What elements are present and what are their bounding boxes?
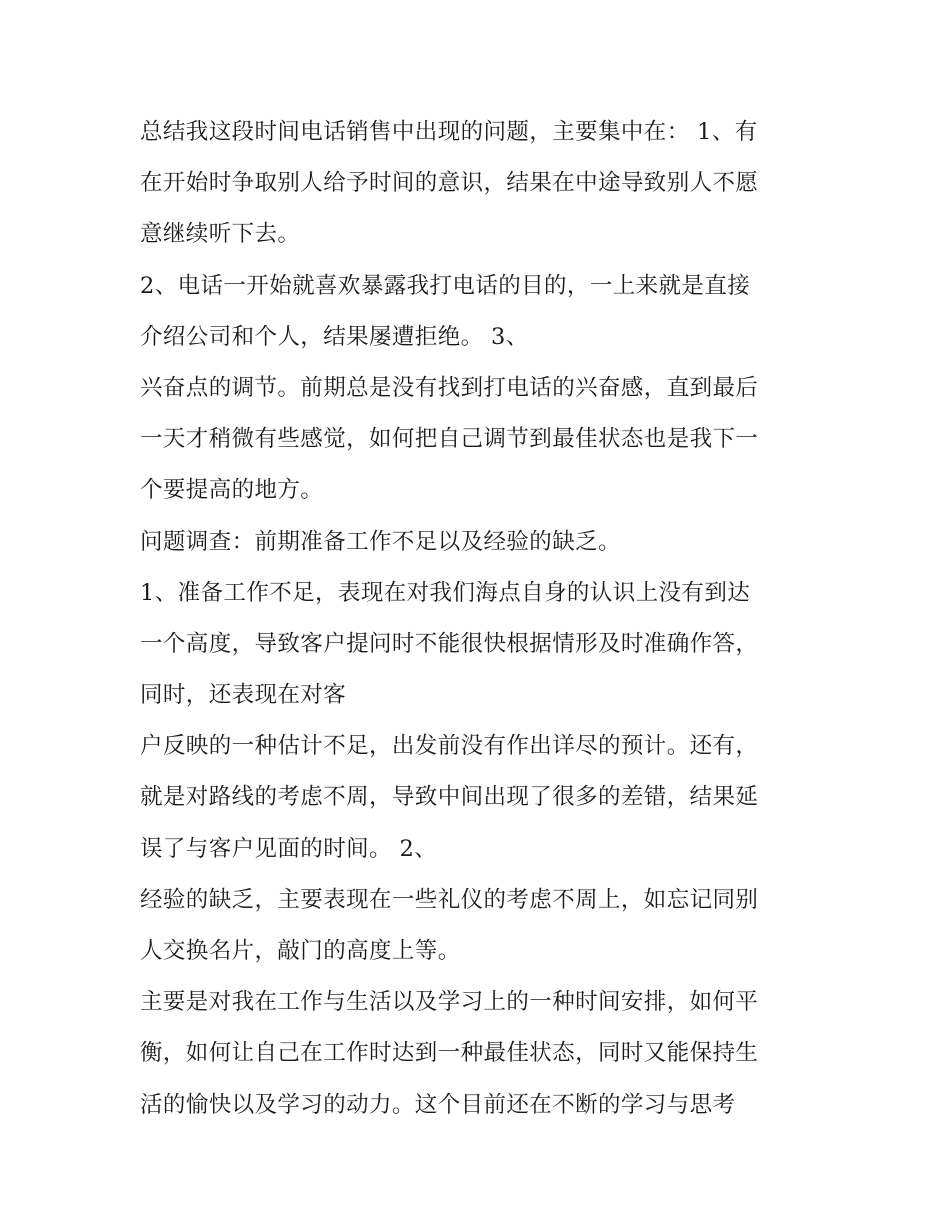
text-line: 衡，如何让自己在工作时达到一种最佳状态，同时又能保持生: [140, 1040, 759, 1067]
text-line: 总结我这段时间电话销售中出现的问题，主要集中在： 1、有: [140, 119, 758, 145]
text-line: 介绍公司和个人，结果屡遭拒绝。 3、: [140, 323, 529, 350]
text-line: 问题调查：前期准备工作不足以及经验的缺乏。: [140, 528, 621, 555]
text-line: 一天才稍微有些感觉，如何把自己调节到最佳状态也是我下一: [140, 426, 759, 453]
text-line: 主要是对我在工作与生活以及学习上的一种时间安排，如何平: [140, 989, 759, 1016]
text-line: 一个高度，导致客户提问时不能很快根据情形及时准确作答，: [140, 630, 759, 657]
text-line: 个要提高的地方。: [140, 477, 324, 504]
text-line: 误了与客户见面的时间。 2、: [140, 835, 438, 862]
text-line: 意继续听下去。: [140, 221, 301, 248]
text-line: 活的愉快以及学习的动力。这个目前还在不断的学习与思考: [140, 1091, 736, 1118]
document-body: [140, 107, 820, 1131]
text-line: 兴奋点的调节。前期总是没有找到打电话的兴奋感，直到最后: [140, 374, 759, 401]
text-line: 经验的缺乏，主要表现在一些礼仪的考虑不周上，如忘记同别: [140, 886, 759, 913]
text-line: 在开始时争取别人给予时间的意识，结果在中途导致别人不愿: [140, 170, 759, 197]
text-line: 户反映的一种估计不足，出发前没有作出详尽的预计。还有，: [140, 733, 759, 760]
text-line: 人交换名片，敲门的高度上等。: [140, 938, 461, 964]
text-line: 2、电话一开始就喜欢暴露我打电话的目的，一上来就是直接: [140, 272, 751, 299]
text-line: 同时，还表现在对客: [140, 682, 347, 709]
text-line: 就是对路线的考虑不周，导致中间出现了很多的差错，结果延: [140, 784, 759, 811]
text-line: 1、准备工作不足，表现在对我们海点自身的认识上没有到达: [140, 579, 751, 606]
